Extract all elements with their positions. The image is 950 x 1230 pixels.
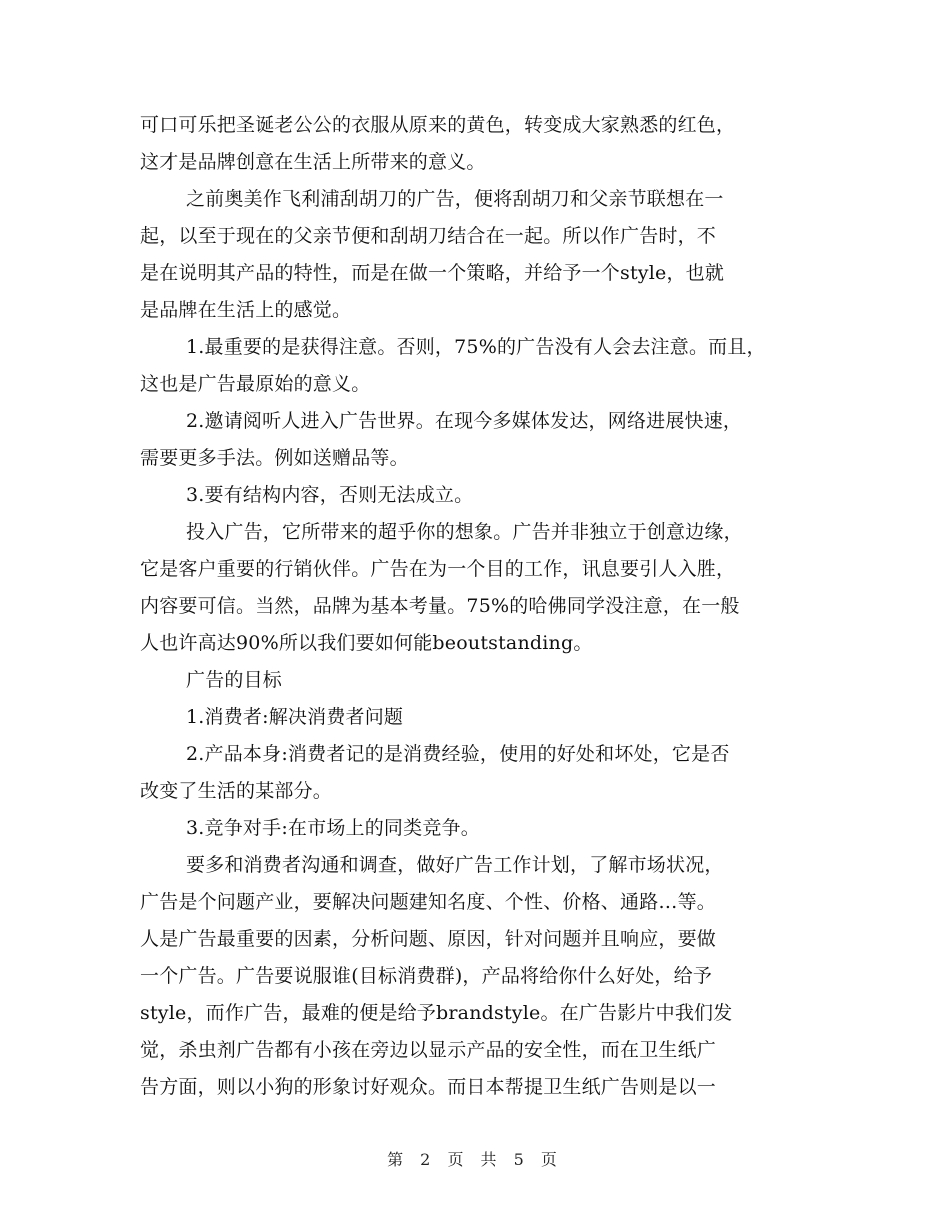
- text-line-19: 改变了生活的某部分。: [140, 780, 333, 802]
- text-line-23: 人是广告最重要的因素，分析问题、原因，针对问题并且响应，要做: [140, 928, 717, 950]
- text-line-12: 投入广告，它所带来的超乎你的想象。广告并非独立于创意边缘，: [186, 521, 743, 543]
- text-line-18: 2.产品本身:消费者记的是消费经验，使用的好处和坏处，它是否: [186, 743, 730, 765]
- text-line-15: 人也许高达90%所以我们要如何能beoutstanding。: [140, 632, 593, 654]
- page-number-footer: 第 2 页 共 5 页: [387, 1150, 563, 1169]
- text-line-26: 觉，杀虫剂广告都有小孩在旁边以显示产品的安全性，而在卫生纸广: [140, 1039, 717, 1061]
- text-line-8: 这也是广告最原始的意义。: [140, 373, 371, 395]
- text-line-3: 之前奥美作飞利浦刮胡刀的广告，便将刮胡刀和父亲节联想在一: [186, 188, 724, 210]
- text-line-10: 需要更多手法。例如送赠品等。: [140, 447, 409, 469]
- text-line-2: 这才是品牌创意在生活上所带来的意义。: [140, 151, 486, 173]
- text-line-11: 3.要有结构内容，否则无法成立。: [186, 484, 474, 506]
- text-line-6: 是品牌在生活上的感觉。: [140, 299, 352, 321]
- text-line-22: 广告是个问题产业，要解决问题建知名度、个性、价格、通路…等。: [140, 891, 717, 913]
- text-line-21: 要多和消费者沟通和调查，做好广告工作计划，了解市场状况，: [186, 854, 724, 876]
- document-body: [140, 107, 830, 1106]
- text-line-17: 1.消费者:解决消费者问题: [186, 706, 404, 728]
- text-line-4: 起，以至于现在的父亲节便和刮胡刀结合在一起。所以作广告时，不: [140, 225, 717, 247]
- text-line-5: 是在说明其产品的特性，而是在做一个策略，并给予一个style，也就: [140, 262, 725, 284]
- text-line-9: 2.邀请阅听人进入广告世界。在现今多媒体发达，网络进展快速，: [186, 410, 743, 432]
- text-line-7: 1.最重要的是获得注意。否则，75%的广告没有人会去注意。而且，: [186, 336, 766, 358]
- text-line-24: 一个广告。广告要说服谁(目标消费群)，产品将给你什么好处，给予: [140, 965, 713, 987]
- section-heading: 广告的目标: [186, 669, 283, 691]
- text-line-25: style，而作广告，最难的便是给予brandstyle。在广告影片中我们发: [140, 1002, 733, 1024]
- text-line-1: 可口可乐把圣诞老公公的衣服从原来的黄色，转变成大家熟悉的红色，: [140, 114, 736, 136]
- text-line-20: 3.竞争对手:在市场上的同类竞争。: [186, 817, 480, 839]
- text-line-13: 它是客户重要的行销伙伴。广告在为一个目的工作，讯息要引人入胜，: [140, 558, 736, 580]
- text-line-27: 告方面，则以小狗的形象讨好观众。而日本帮提卫生纸广告则是以一: [140, 1076, 717, 1098]
- text-line-14: 内容要可信。当然，品牌为基本考量。75%的哈佛同学没注意，在一般: [140, 595, 740, 617]
